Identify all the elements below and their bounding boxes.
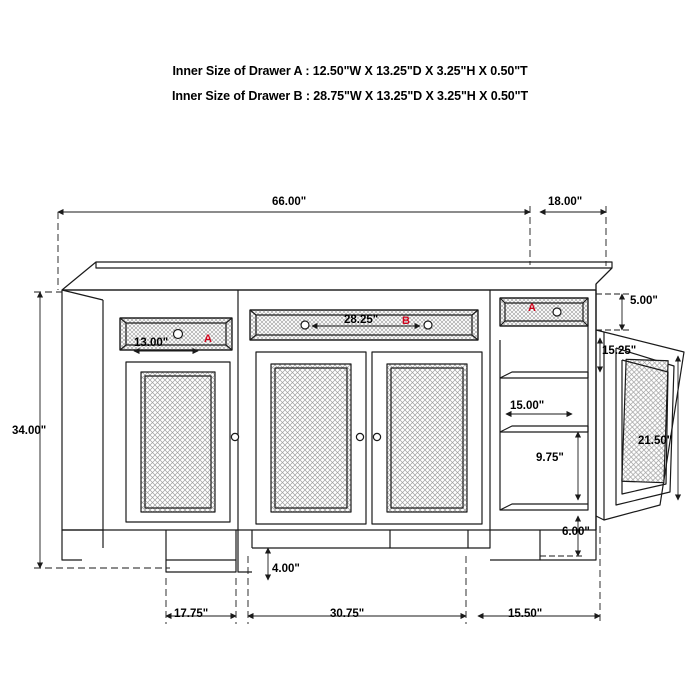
- dim-right-door-width: 15.50": [508, 608, 543, 620]
- dim-center-doors-width: 30.75": [330, 608, 365, 620]
- label-drawer-a-right: A: [528, 302, 536, 314]
- drawer-b-spec-text: Inner Size of Drawer B : 28.75"W X 13.25"D X 3.25"H X 0.50"T: [171, 89, 529, 103]
- dim-shelf-width: 15.00": [510, 400, 545, 412]
- dim-left-door-width: 17.75": [174, 608, 209, 620]
- dim-shelf-top-gap: 15.25": [602, 345, 637, 357]
- dim-drawer-b-width: 28.25": [344, 314, 379, 326]
- dim-drawer-a-width: 13.00": [134, 337, 169, 349]
- dim-top-band-height: 5.00": [630, 295, 658, 307]
- dim-right-section-width: 18.00": [548, 196, 583, 208]
- dim-door-height: 21.50": [638, 435, 673, 447]
- label-drawer-b-center: B: [402, 315, 410, 327]
- dim-total-height: 34.00": [12, 425, 47, 437]
- label-drawer-a-left: A: [204, 333, 212, 345]
- dim-shelf-mid-gap: 9.75": [536, 452, 564, 464]
- dim-toe-height: 4.00": [272, 563, 300, 575]
- drawer-a-spec-text: Inner Size of Drawer A : 12.50"W X 13.25"D X 3.25"H X 0.50"T: [172, 64, 528, 78]
- dim-bottom-gap: 6.00": [562, 526, 590, 538]
- dim-total-width: 66.00": [272, 196, 307, 208]
